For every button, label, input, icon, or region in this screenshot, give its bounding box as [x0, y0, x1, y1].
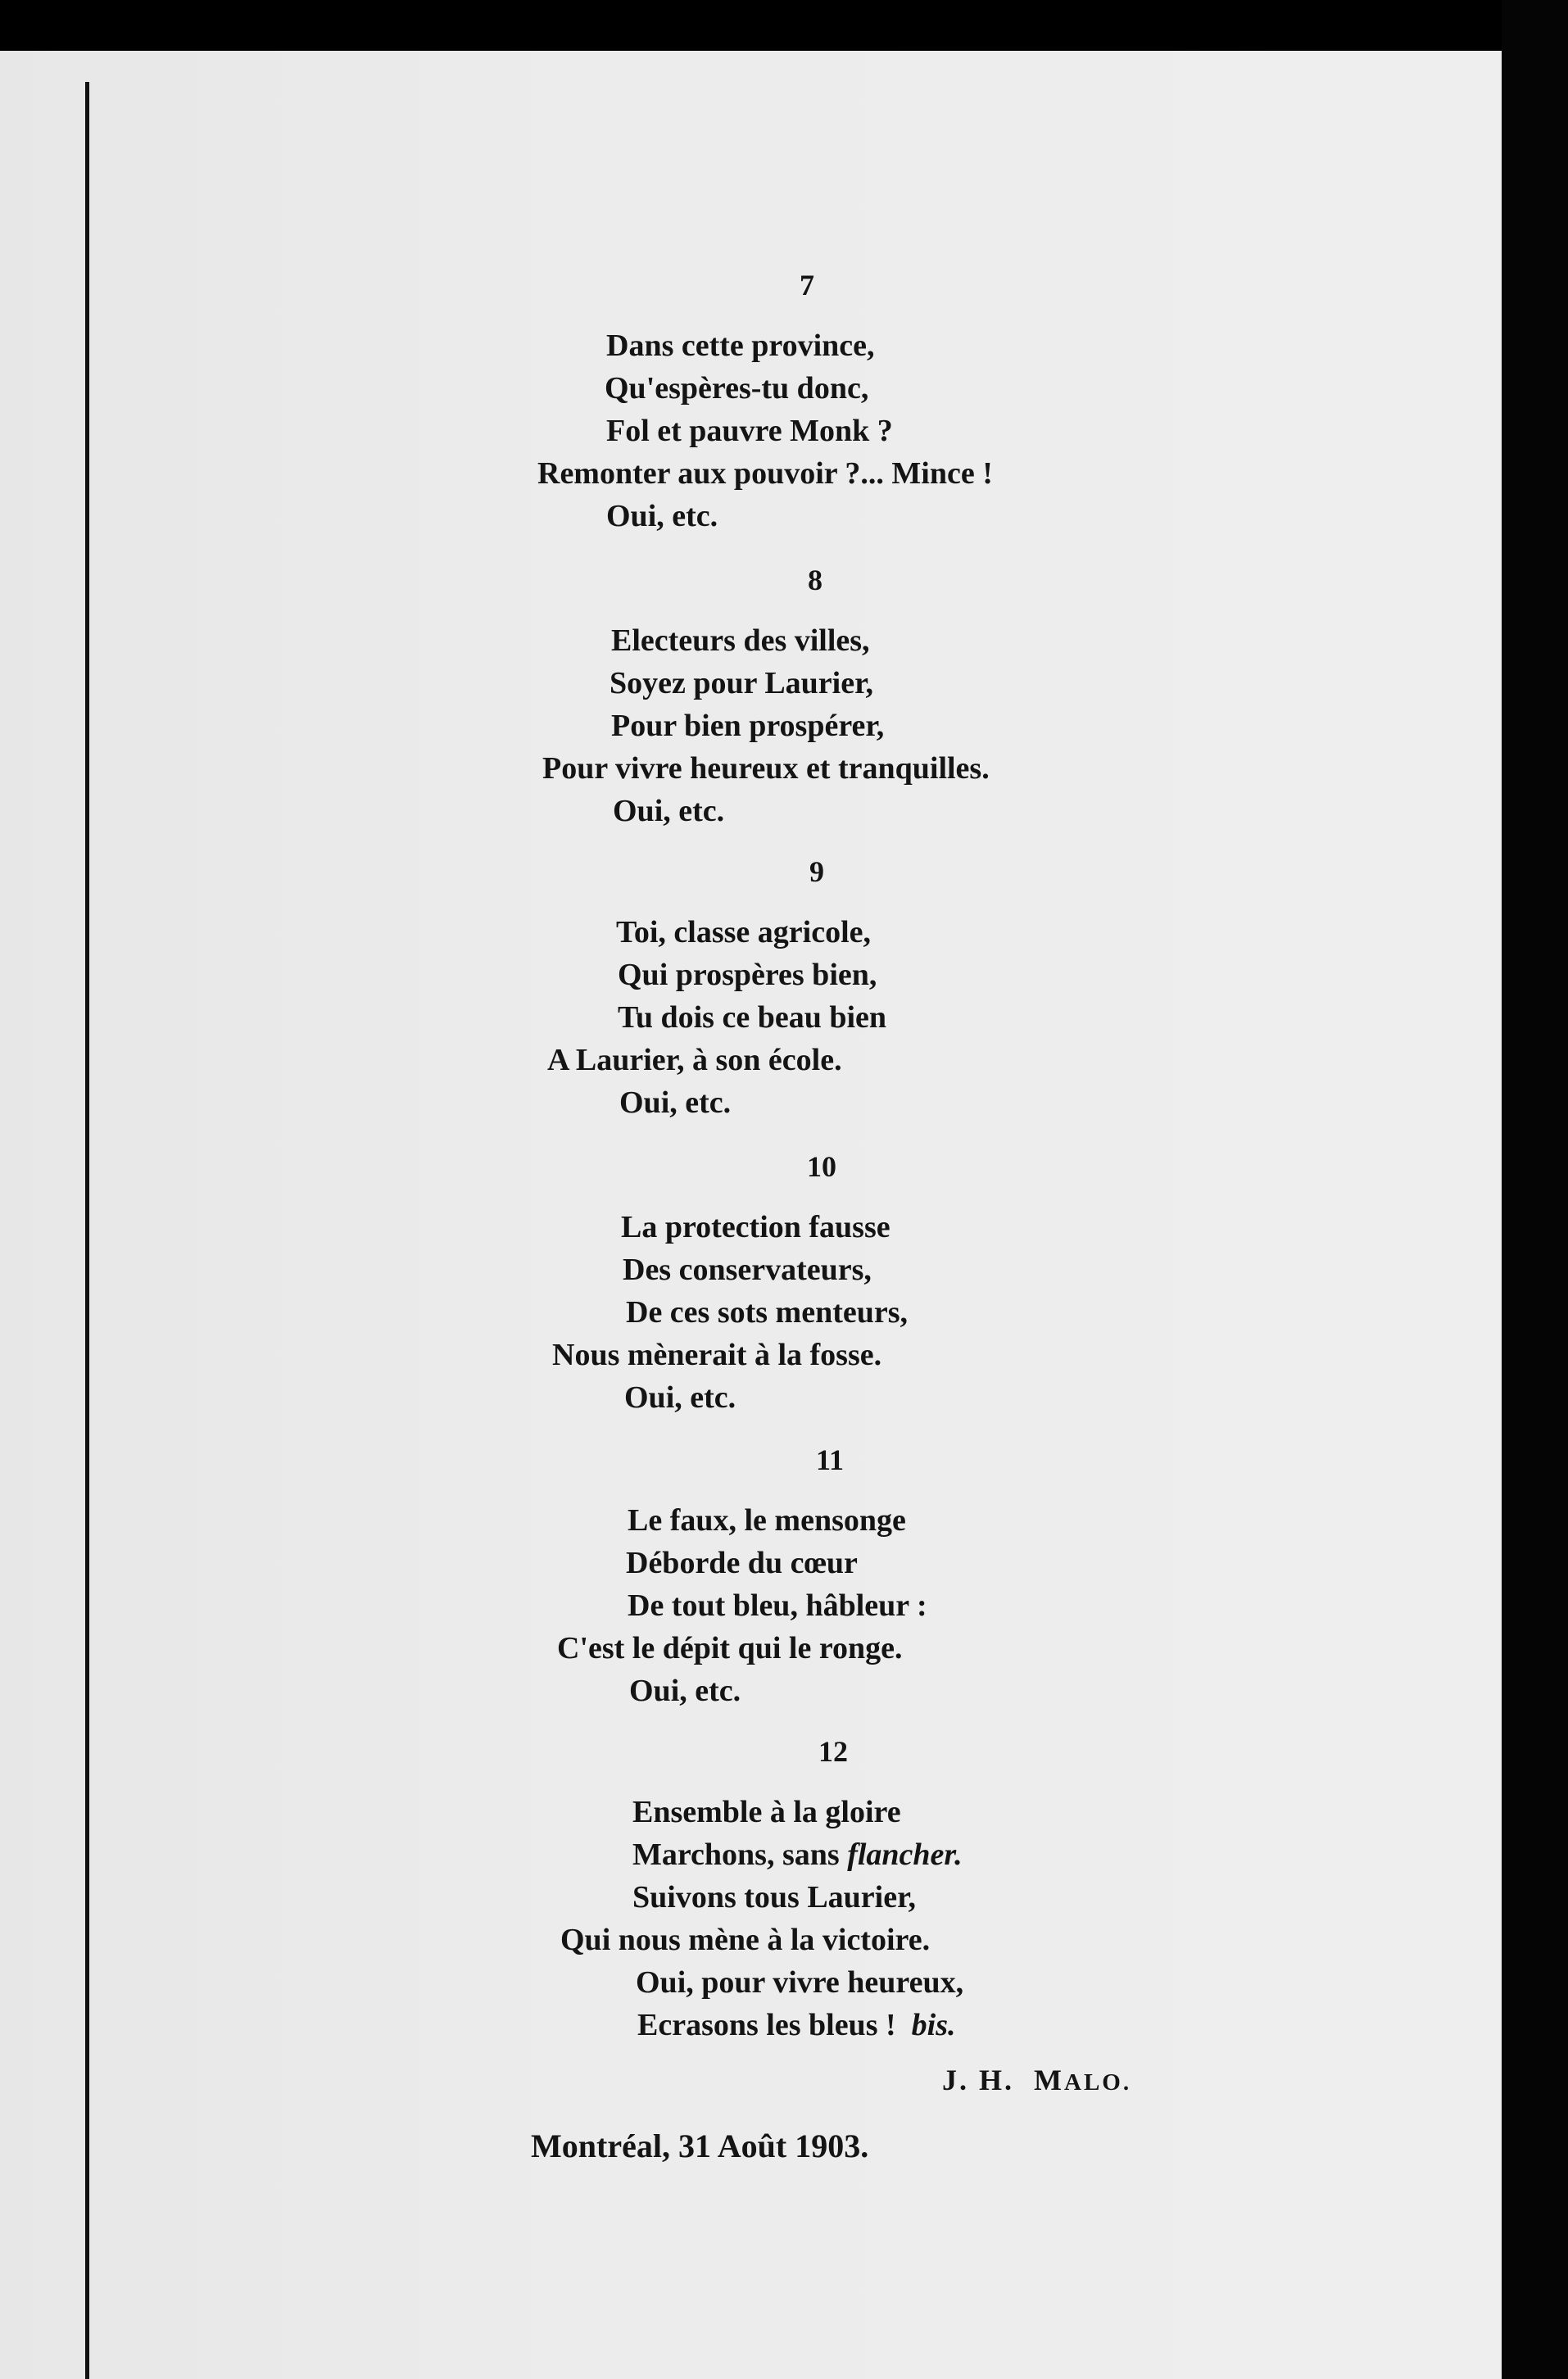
verse-line: Qui prospères bien,: [618, 958, 877, 992]
verse-line-refrain: Oui, etc.: [606, 499, 718, 533]
verse-line: C'est le dépit qui le ronge.: [557, 1631, 903, 1665]
verse-line: A Laurier, à son école.: [547, 1043, 842, 1077]
verse-line: Soyez pour Laurier,: [610, 666, 873, 700]
stanza-number: 9: [809, 855, 824, 888]
stanza-number: 11: [815, 1443, 844, 1476]
verse-line: Oui, pour vivre heureux,: [636, 1965, 964, 2000]
author-initials: J. H.: [942, 2064, 1015, 2096]
verse-line: Suivons tous Laurier,: [632, 1880, 916, 1915]
verse-line: De ces sots menteurs,: [626, 1295, 909, 1330]
author-surname-rest: ALO.: [1064, 2069, 1132, 2096]
verse-line-refrain: Oui, etc.: [629, 1674, 741, 1708]
verse-line: Pour bien prospérer,: [611, 709, 885, 743]
stanza-number: 7: [800, 269, 814, 301]
verse-line-refrain: Oui, etc.: [613, 794, 725, 828]
verse-line: Nous mènerait à la fosse.: [552, 1338, 882, 1372]
verse-line: Remonter aux pouvoir ?... Mince !: [537, 456, 993, 491]
verse-line: La protection fausse: [621, 1210, 890, 1244]
verse-line-text: Ecrasons les bleus !: [637, 2008, 896, 2042]
italic-word: flancher.: [847, 1837, 963, 1872]
verse-line: Qui nous mène à la victoire.: [560, 1923, 931, 1957]
verse-line: De tout bleu, hâbleur :: [628, 1588, 927, 1623]
stanza-number: 8: [808, 564, 823, 596]
verse-line: [637, 2004, 956, 2046]
verse-line-text: Marchons, sans: [632, 1837, 840, 1872]
verse-line: Toi, classe agricole,: [616, 915, 871, 949]
verse-line: Ensemble à la gloire: [632, 1795, 901, 1829]
stanza-number: 12: [818, 1735, 848, 1768]
verse-line: Le faux, le mensonge: [628, 1503, 906, 1538]
verse-line-refrain: Oui, etc.: [624, 1380, 736, 1415]
verse-line: Pour vivre heureux et tranquilles.: [542, 751, 990, 786]
verse-line: Qu'espères-tu donc,: [605, 371, 869, 406]
verse-line: Fol et pauvre Monk ?: [606, 414, 893, 448]
verse-line: Déborde du cœur: [626, 1546, 858, 1580]
scan-border: [1502, 0, 1568, 2379]
author-surname-initial: M: [1034, 2064, 1064, 2096]
verse-line: Dans cette province,: [606, 329, 875, 363]
stanza-number: 10: [807, 1150, 836, 1183]
verse-line: Electeurs des villes,: [611, 623, 870, 658]
verse-line: [632, 1833, 963, 1876]
verse-line-refrain: Oui, etc.: [619, 1085, 732, 1120]
dateline: Montréal, 31 Août 1903.: [531, 2128, 869, 2164]
verse-line: Tu dois ce beau bien: [618, 1000, 887, 1035]
verse-line: Des conservateurs,: [623, 1253, 872, 1287]
refrain-mark: bis.: [911, 2008, 956, 2042]
page-fold-line: [85, 82, 89, 2379]
author-signature: [942, 2063, 1131, 2097]
